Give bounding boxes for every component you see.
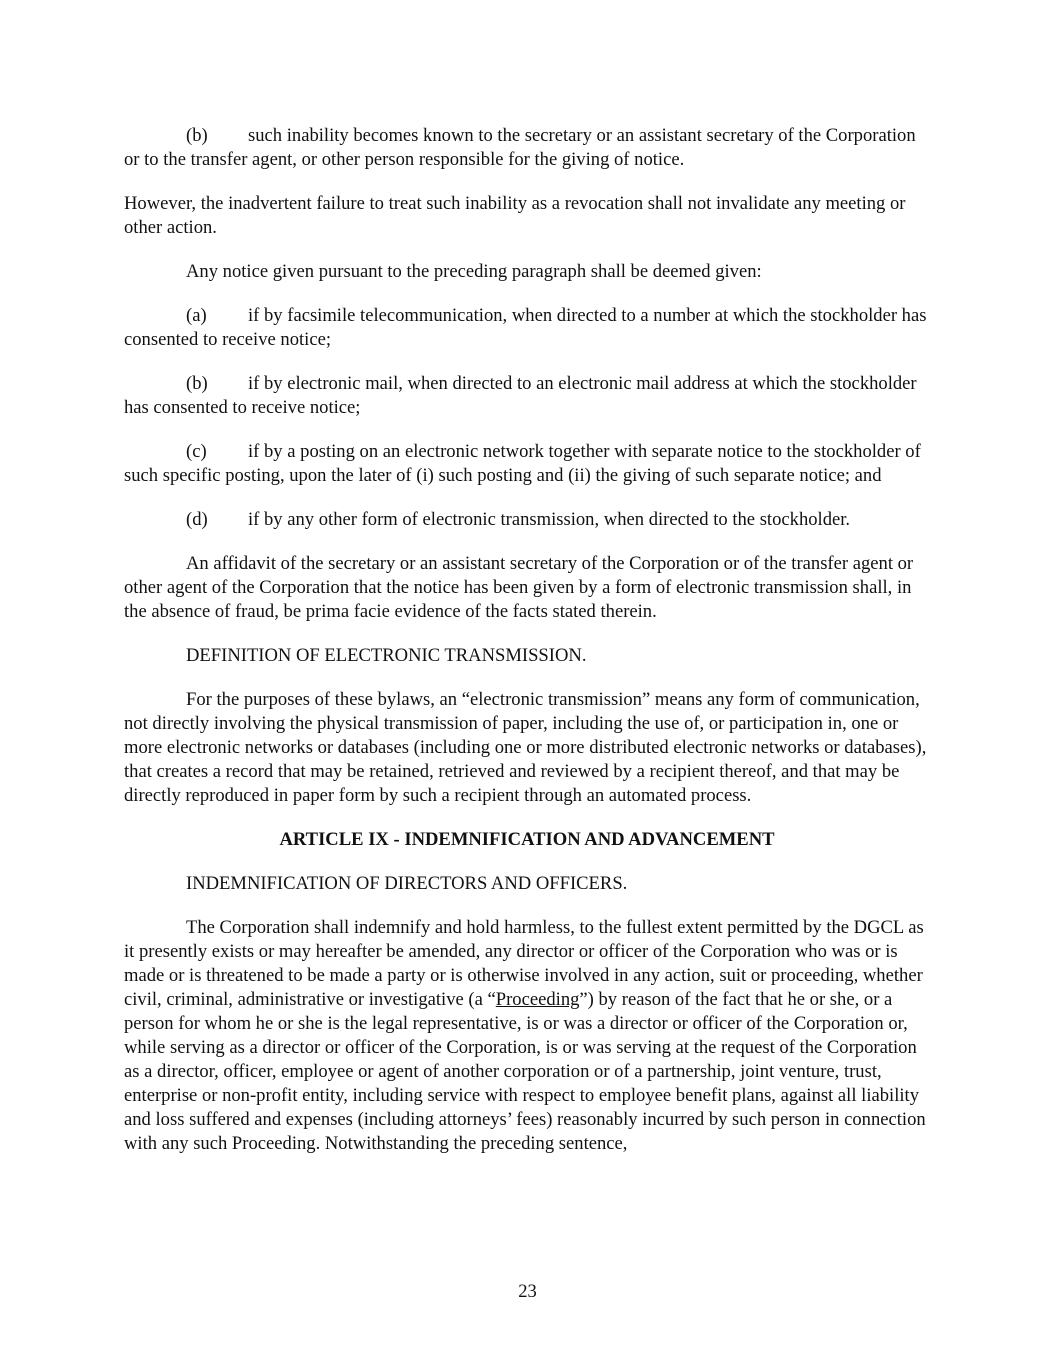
clause-a-facsimile [124,304,930,352]
clause-b-inability [124,124,930,172]
clause-text: if by facsimile telecommunication, when directed to a number at which the stockholder has consented to receive notice; [124,305,927,350]
paragraph-electronic-transmission-definition: For the purposes of these bylaws, an “electronic transmission” means any form of communication, not directly involving the physical transmission of paper, including the use of, or participation in, one or more electronic networks or databases (including one or more distributed electronic networks or databases), that creates a record that may be retained, retrieved and reviewed by a recipient thereof, and that may be directly reproduced in paper form by such a recipient through an automated process. [124,689,927,806]
defined-term-proceeding: Proceeding [495,989,580,1010]
clause-text: if by electronic mail, when directed to an electronic mail address at which the stockholder has consented to receive notice; [124,373,917,418]
paragraph-inadvertent-failure: However, the inadvertent failure to treat such inability as a revocation shall not invalidate any meeting or other action. [124,193,906,238]
indemnification-text-start: The Corporation shall indemnify and hold harmless, to the fullest extent permitted by the DGCL as it presently exists or may hereafter be amended, any director or officer of the Corporation who was or is made or is threatened to be made a party or is otherwise involved in any action, suit or proceeding, whether civil, criminal, administrative or investigative (a “ [124,917,924,1010]
indemnification-text-end: ”) by reason of the fact that he or she, or a person for whom he or she is the legal representative, is or was a director or officer of the Corporation or, while serving as a director or officer of the Corporation, is or was serving at the request of the Corporation as a director, officer, employee or agent of another corporation or of a partnership, joint venture, trust, enterprise or non-profit entity, including service with respect to employee benefit plans, against all liability and loss suffered and expenses (including attorneys’ fees) reasonably incurred by such person in connection with any such Proceeding. Notwithstanding the preceding sentence, [124,989,926,1154]
clause-text: such inability becomes known to the secretary or an assistant secretary of the Corporation or to the transfer agent, or other person responsible for the giving of notice. [124,125,916,170]
paragraph-affidavit: An affidavit of the secretary or an assistant secretary of the Corporation or of the transfer agent or other agent of the Corporation that the notice has been given by a form of electronic transmission shall, in the absence of fraud, be prima facie evidence of the facts stated therein. [124,553,914,622]
section-heading-indemnification: INDEMNIFICATION OF DIRECTORS AND OFFICERS. [186,873,628,894]
clause-label: (b) [186,373,208,394]
clause-b-electronic-mail [124,372,930,420]
clause-c-posting [124,440,930,488]
clause-label: (d) [186,509,208,530]
clause-d-other-form [124,508,930,532]
clause-label: (a) [186,305,207,326]
paragraph-indemnification [124,916,930,1156]
section-heading-electronic-transmission: DEFINITION OF ELECTRONIC TRANSMISSION. [186,645,587,666]
clause-text: if by any other form of electronic transmission, when directed to the stockholder. [248,509,851,530]
document-page [124,124,930,1176]
article-heading: ARTICLE IX - INDEMNIFICATION AND ADVANCEMENT [279,829,775,850]
paragraph-notice-deemed-given: Any notice given pursuant to the preceding paragraph shall be deemed given: [186,261,762,282]
clause-label: (b) [186,125,208,146]
page-number: 23 [518,1281,537,1302]
clause-text: if by a posting on an electronic network together with separate notice to the stockholder of such specific posting, upon the later of (i) such posting and (ii) the giving of such separate notice; and [124,441,921,486]
clause-label: (c) [186,441,207,462]
